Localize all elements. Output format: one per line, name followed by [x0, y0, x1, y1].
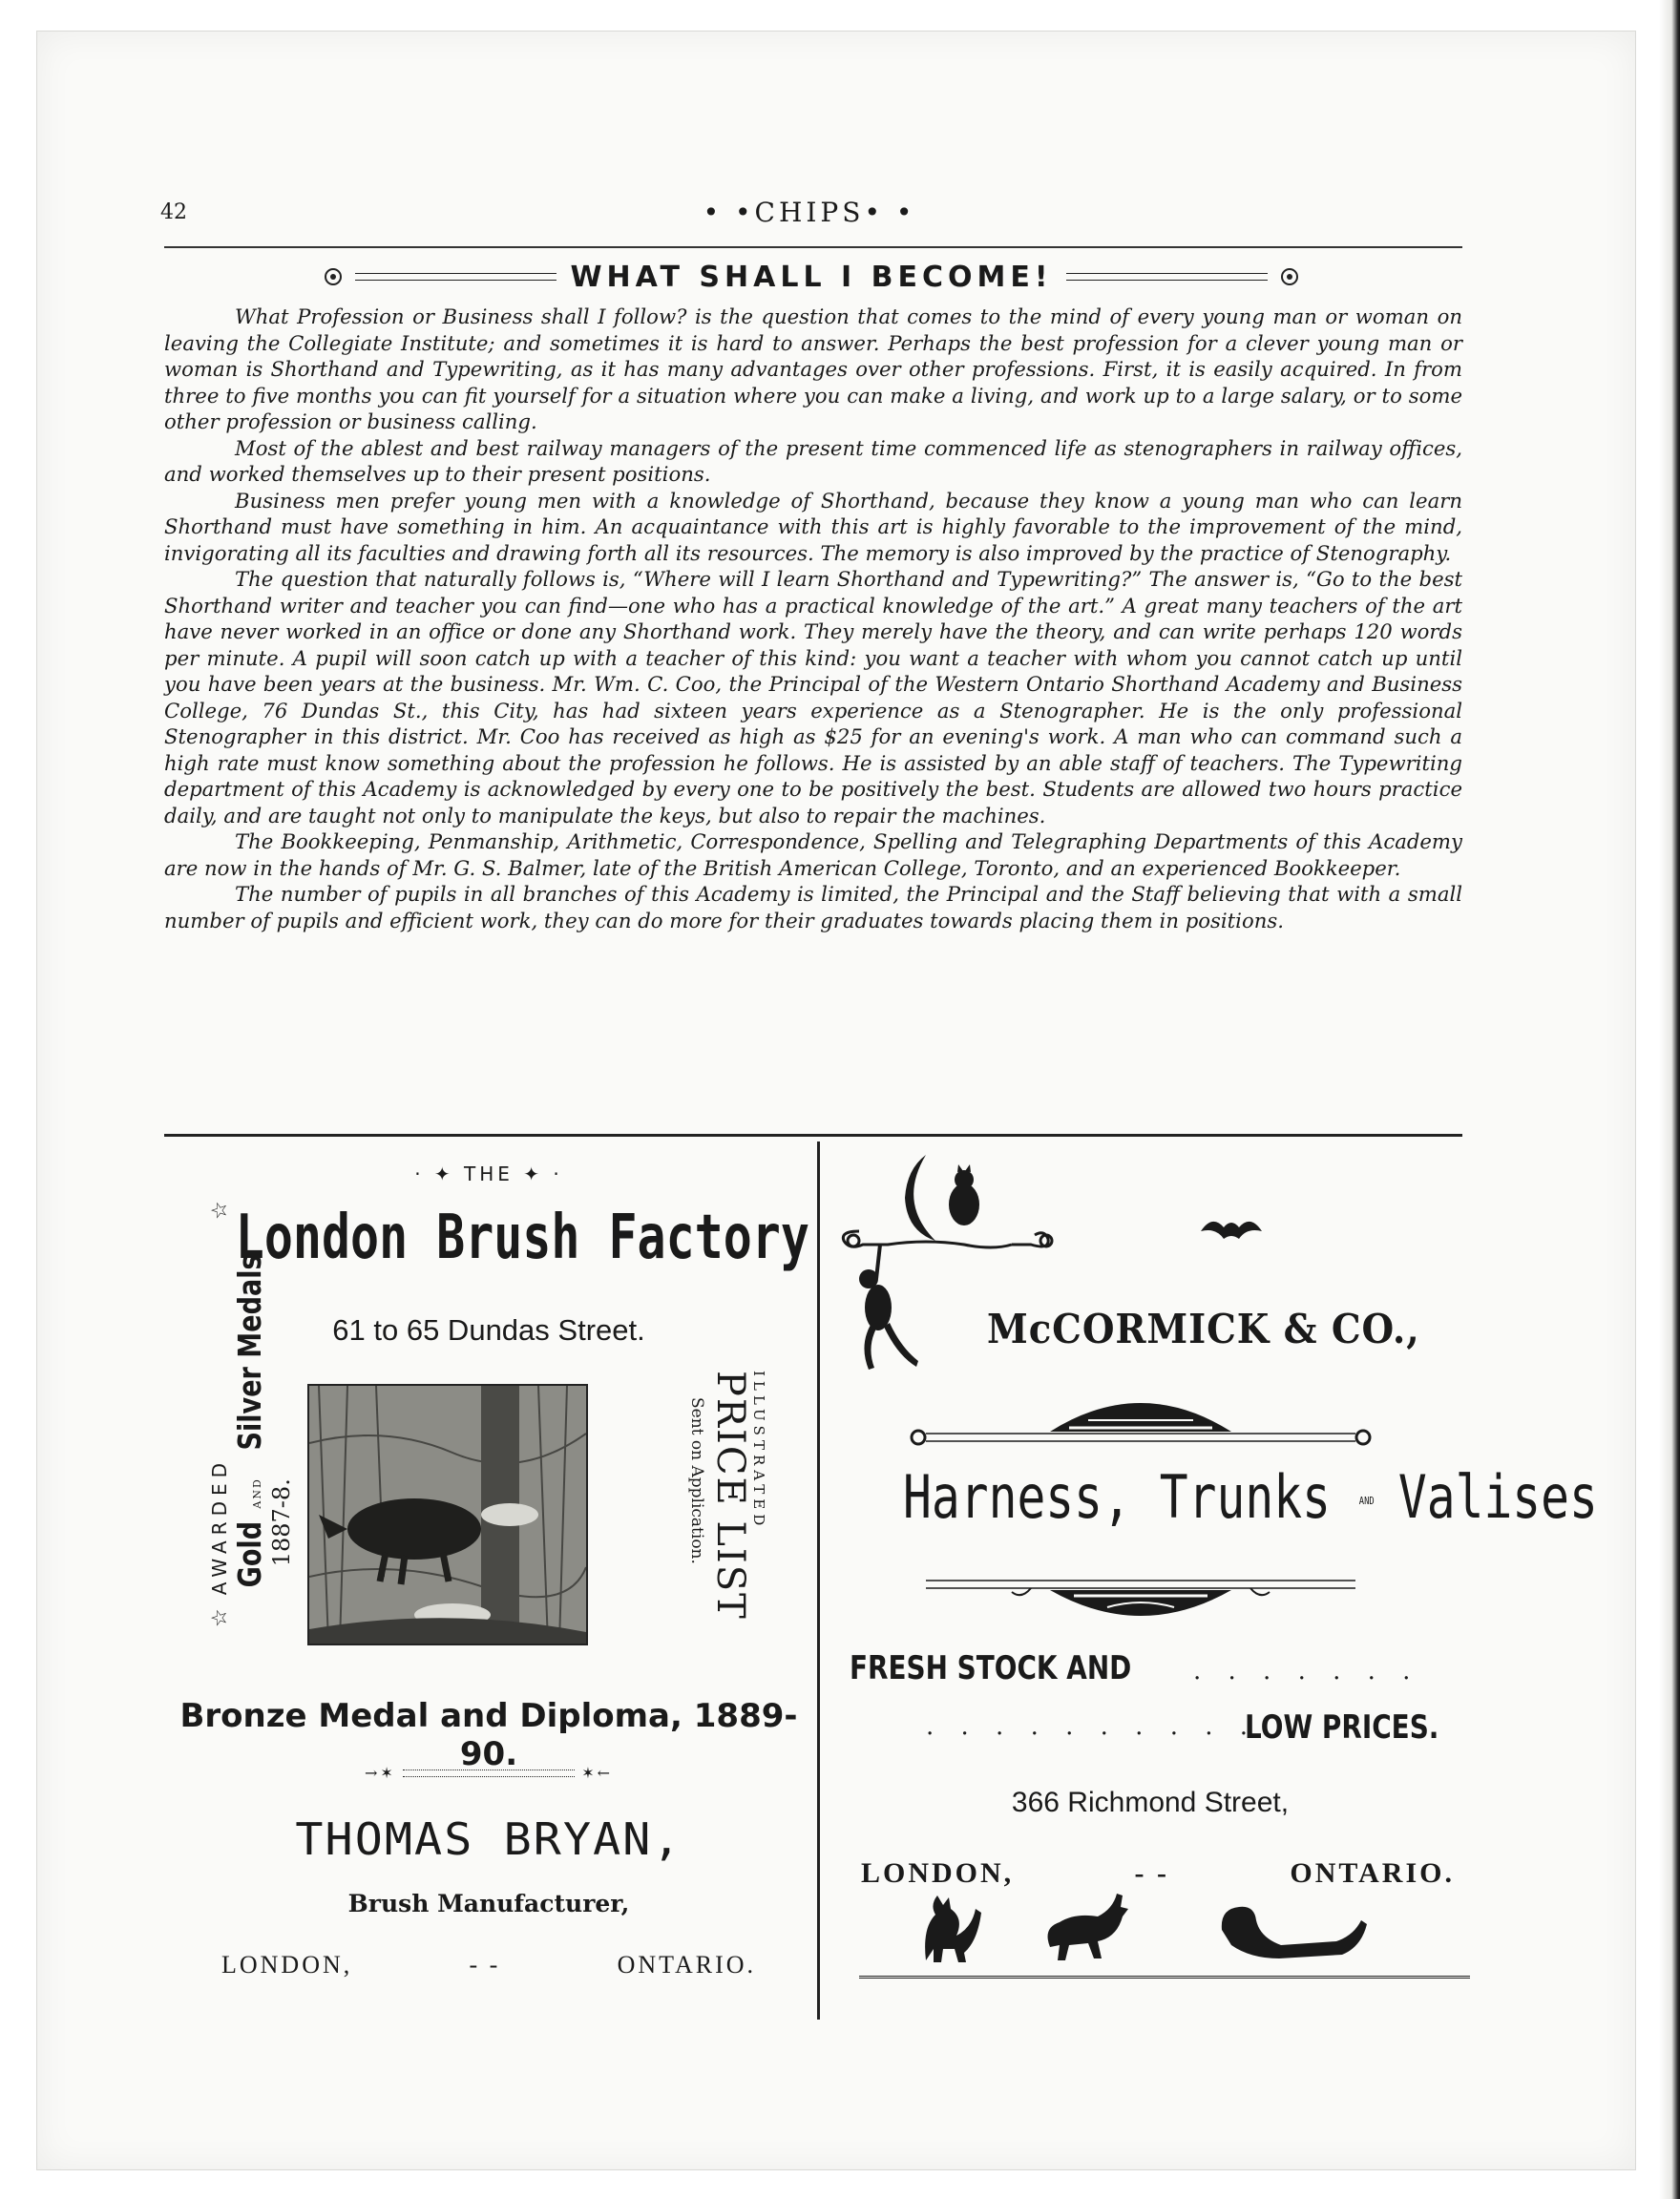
engraving-illustration: [309, 1386, 586, 1644]
proprietor-name: THOMAS BRYAN,: [295, 1813, 682, 1865]
city-dashes: - -: [469, 1951, 501, 1979]
the-text: THE: [464, 1162, 514, 1185]
article-paragraph: Business men prefer young men with a knowledge of Shorthand, because they know a young man who can learn Shorthand must have something in him. An acquaintance with this art is highly favorable to the improvement of the mind, invigorating all its faculties and drawing forth all its resources. The memory is also improved by the practice of Stenography.: [164, 488, 1462, 565]
article-paragraph: The Bookkeeping, Penmanship, Arithmetic, Correspondence, Spelling and Telegraphing Departments of this Academy are now in the hands of Mr. G. S. Balmer, late of the British American College, Toronto, and an experienced Bookkeeper.: [164, 829, 1462, 880]
price-list-label: PRICE LIST: [708, 1371, 752, 1621]
leader-dots: . . . . . . . . . . .: [926, 1712, 1292, 1741]
city-name: LONDON,: [861, 1857, 1015, 1889]
scroll-line: [843, 1231, 1048, 1247]
article-title: WHAT SHALL I BECOME!: [570, 260, 1053, 294]
illustrated-label: ILLUSTRATED: [750, 1371, 767, 1531]
awarded-label: AWARDED: [208, 1456, 231, 1596]
bottom-silhouettes: [925, 1894, 1367, 1962]
ground-rule: [859, 1976, 1470, 1979]
star-icon: ☆: [208, 1608, 232, 1627]
city-dashes: - -: [1134, 1857, 1170, 1889]
crescent-moon-icon: [905, 1155, 935, 1241]
running-header: [160, 197, 1459, 235]
stalking-cat-icon: [1048, 1894, 1128, 1960]
column-divider: [817, 1141, 820, 2020]
awarded-medals-vertical: [208, 1201, 295, 1627]
title-ornament-lines: [1066, 273, 1268, 281]
trade-line: Brush Manufacturer,: [347, 1890, 630, 1917]
hanging-monkey-icon: [859, 1245, 918, 1370]
article-paragraph: Most of the ablest and best railway managers of the present time commenced life as stenographers in railway offices, and worked themselves up to their present positions.: [164, 435, 1462, 486]
goods-part-2: Valises: [1397, 1462, 1598, 1532]
city-name: LONDON,: [221, 1951, 353, 1979]
boar-hunt-engraving: [307, 1384, 588, 1645]
section-divider: [164, 1134, 1462, 1137]
page-number: 42: [160, 200, 187, 224]
sent-on-application: Sent on Application.: [687, 1397, 706, 1564]
and-label: AND: [251, 1477, 263, 1509]
province-name: ONTARIO.: [1290, 1857, 1455, 1889]
star-icon: ☆: [208, 1201, 232, 1221]
gold-label: Gold: [231, 1521, 268, 1588]
low-prices-line: LOW PRICES.: [1245, 1708, 1439, 1747]
bat-icon: [1201, 1222, 1262, 1239]
company-address: 366 Richmond Street,: [1011, 1787, 1290, 1818]
header-rule: [164, 246, 1462, 248]
city-line: [861, 1857, 1455, 1890]
divider-lines: [403, 1770, 575, 1777]
province-name: ONTARIO.: [617, 1951, 756, 1979]
city-line: [221, 1951, 756, 1979]
factory-address: 61 to 65 Dundas Street.: [332, 1313, 645, 1347]
arched-cat-icon: [925, 1895, 981, 1962]
awarded-block: [208, 1233, 295, 1595]
price-list-vertical: [687, 1371, 767, 1621]
ornament-circle-icon: [325, 268, 342, 285]
bottom-ornament-band: [926, 1581, 1355, 1616]
advert-london-brush-factory: [164, 1145, 813, 2004]
cat-on-moon-icon: [949, 1164, 979, 1225]
running-title: • •CHIPS• •: [703, 197, 916, 228]
bronze-medal-line: Bronze Medal and Diploma, 1889-90.: [179, 1697, 798, 1773]
leader-dots: . . . . . . .: [1193, 1657, 1420, 1686]
silver-medals-label: Silver Medals: [231, 1254, 268, 1451]
top-ornament-band: [912, 1403, 1370, 1444]
title-ornament-lines: [355, 273, 556, 281]
goods-line: [903, 1462, 1598, 1532]
article-paragraph: The number of pupils in all branches of this Academy is limited, the Principal and the Staff believing that with a small number of pupils and efficient work, they can do more for their graduates towards placing them in positions.: [164, 882, 1462, 932]
the-label: · ✦ THE ✦ ·: [414, 1162, 563, 1185]
article-title-row: [325, 260, 1298, 294]
ornament-star-icon: →✶: [365, 1764, 396, 1782]
ornamental-divider: [365, 1764, 613, 1783]
award-year: 1887-8.: [268, 1478, 295, 1567]
reclining-figure-icon: [1222, 1907, 1367, 1958]
company-name: McCORMICK & CO.,: [987, 1306, 1420, 1352]
advert-mccormick: [830, 1145, 1598, 2004]
goods-part-1: Harness, Trunks: [903, 1462, 1331, 1532]
article-body: [164, 304, 1462, 933]
ornament-circle-icon: [1281, 268, 1298, 285]
article-paragraph: What Profession or Business shall I follow? is the question that comes to the mind of every young man or woman on leaving the Collegiate Institute; and sometimes it is hard to answer. Perhaps the best profession for a clever young man or woman is Shorthand and Typewriting, as it has many advantages over other professions. First, it is easily acquired. In from three to five months you can fit yourself for a situation where you can make a living, and work up to a large salary, or to some other profession or business calling.: [164, 304, 1462, 433]
article-paragraph: The question that naturally follows is, “Where will I learn Shorthand and Typewriting?” The answer is, “Go to the best Shorthand writer and teacher you can find—one who has a practical knowledge of the art.” A great many teachers of the art have never worked in an office or done any Shorthand work. They merely have the theory, and can write perhaps 120 words per minute. A pupil will soon catch up with a teacher of this kind: you want a teacher with whom you cannot catch up until you have been years at the business. Mr. Wm. C. Coo, the Principal of the Western Ontario Shorthand Academy and Business College, 76 Dundas St., this City, has had sixteen years experience as a Stenographer. He is the only professional Stenographer in this district. Mr. Coo has received as high as $25 for an evening's work. A man who can command such a high rate must know something about the profession he follows. He is assisted by an able staff of teachers. The Typewriting department of this Academy is acknowledged by every one to be positively the best. Students are allowed two hours practice daily, and are taught not only to manipulate the keys, but also to repair the machines.: [164, 567, 1462, 827]
page-spine-edge: [1659, 0, 1680, 2199]
factory-name: London Brush Factory: [235, 1203, 809, 1273]
ornament-star-icon: ✶←: [581, 1764, 613, 1782]
fresh-stock-line: FRESH STOCK AND: [850, 1649, 1132, 1687]
medals-line: [231, 1233, 268, 1595]
goods-and: AND: [1358, 1495, 1375, 1508]
